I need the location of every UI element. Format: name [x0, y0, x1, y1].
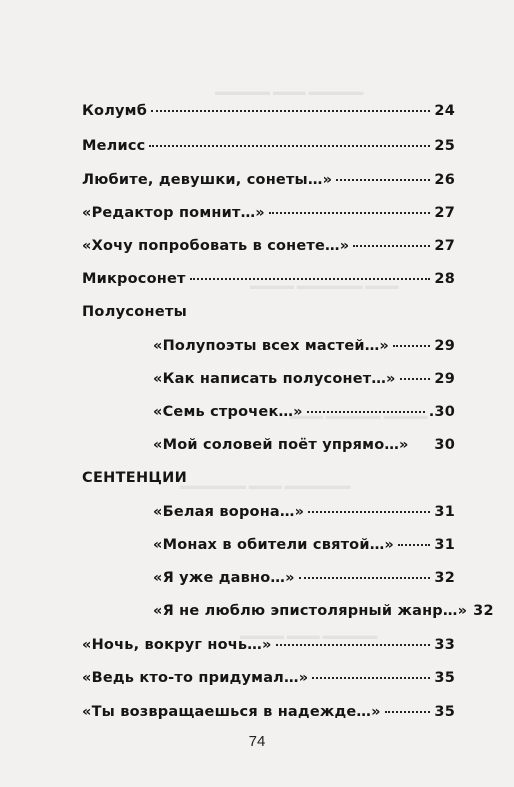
toc-entry-title: «Я уже давно…»: [153, 570, 295, 586]
toc-entry-page: 27: [434, 238, 455, 254]
toc-entry-page: 29: [434, 371, 455, 387]
dot-leader: [299, 577, 431, 579]
toc-entry-title: «Как написать полусонет…»: [153, 371, 396, 387]
toc-entry-title: Микросонет: [82, 271, 186, 287]
toc-entry-title: «Белая ворона…»: [153, 504, 305, 520]
dot-leader: [385, 711, 431, 713]
toc-entry-title: Колумб: [82, 103, 148, 119]
toc-entry-title: «Ведь кто-то придумал…»: [82, 670, 309, 686]
toc-entry[interactable]: [153, 537, 455, 553]
toc-entry[interactable]: [82, 704, 455, 720]
toc-entry-title: Любите, девушки, сонеты…»: [82, 172, 333, 188]
dot-leader: [393, 345, 430, 347]
bleed-through-text: ▬▬▬▬ ▬▬▬▬▬▬ ▬▬▬: [250, 280, 399, 292]
bleed-through-text: ▬▬▬ ▬▬▬▬▬ ▬▬▬▬: [290, 410, 428, 422]
toc-entry[interactable]: [82, 238, 455, 254]
toc-entry[interactable]: [82, 172, 455, 188]
toc-entry[interactable]: [153, 404, 455, 420]
dot-leader: [276, 644, 431, 646]
toc-entry-page: 29: [434, 338, 455, 354]
toc-entry-page: 31: [434, 537, 455, 553]
bleed-through-text: ▬▬▬▬ ▬▬▬ ▬▬▬▬▬: [240, 630, 378, 642]
toc-entry-page: 24: [434, 103, 455, 119]
toc-entry[interactable]: [82, 103, 455, 119]
dot-leader: [336, 179, 430, 181]
dot-leader: [190, 278, 431, 280]
toc-entry-page: 35: [434, 670, 455, 686]
toc-entry-page: 31: [434, 504, 455, 520]
toc-entry-page: 32: [434, 570, 455, 586]
toc-entry-page: 27: [434, 205, 455, 221]
bleed-through-text: ▬▬▬▬▬▬ ▬▬▬ ▬▬▬▬▬▬: [180, 480, 351, 492]
toc-entry-title: «Я не люблю эпистолярный жанр…»: [153, 603, 468, 619]
toc-entry[interactable]: [82, 138, 455, 154]
dot-leader: [469, 610, 471, 612]
toc-entry[interactable]: [153, 371, 455, 387]
dot-leader: [353, 245, 430, 247]
toc-entry[interactable]: [153, 570, 455, 586]
toc-entry-page: 25: [434, 138, 455, 154]
toc-entry-title: Мелисс: [82, 138, 146, 154]
section-heading-sentences[interactable]: СЕНТЕНЦИИ: [82, 470, 188, 486]
dot-leader: [151, 110, 430, 112]
toc-entry-page: 35: [434, 704, 455, 720]
dot-leader: [413, 444, 431, 446]
toc-entry-title: «Полупоэты всех мастей…»: [153, 338, 389, 354]
toc-entry-page: 32: [473, 603, 494, 619]
toc-entry[interactable]: [82, 670, 455, 686]
toc-entry[interactable]: [153, 603, 494, 619]
toc-entry-title: «Мой соловей поёт упрямо…»: [153, 437, 409, 453]
toc-entry-title: «Хочу попробовать в сонете…»: [82, 238, 350, 254]
page-number: 74: [248, 733, 266, 750]
dot-leader: [269, 212, 431, 214]
toc-entry-page: 33: [434, 637, 455, 653]
dot-leader: [398, 544, 430, 546]
dot-leader: [308, 511, 430, 513]
toc-entry-page: 28: [434, 271, 455, 287]
dot-leader: [400, 378, 431, 380]
toc-entry[interactable]: [153, 338, 455, 354]
toc-entry[interactable]: [82, 205, 455, 221]
section-heading-half-sonnets[interactable]: Полусонеты: [82, 304, 188, 320]
toc-entry-title: «Редактор помнит…»: [82, 205, 265, 221]
dot-leader: [307, 411, 425, 413]
toc-entry-page: 26: [434, 172, 455, 188]
toc-entry-title: «Ночь, вокруг ночь…»: [82, 637, 272, 653]
toc-entry-title: «Семь строчек…»: [153, 404, 303, 420]
toc-entry-title: «Монах в обители святой…»: [153, 537, 394, 553]
dot-leader: [312, 677, 430, 679]
toc-entry-page: .30: [428, 404, 455, 420]
dot-leader: [149, 145, 430, 147]
toc-entry[interactable]: [153, 504, 455, 520]
toc-entry[interactable]: [82, 637, 455, 653]
toc-entry[interactable]: [82, 271, 455, 287]
toc-entry-page: 30: [434, 437, 455, 453]
toc-entry-title: «Ты возвращаешься в надежде…»: [82, 704, 381, 720]
bleed-through-text: ▬▬▬▬▬ ▬▬▬ ▬▬▬▬▬: [215, 86, 364, 98]
toc-entry[interactable]: [153, 437, 455, 453]
